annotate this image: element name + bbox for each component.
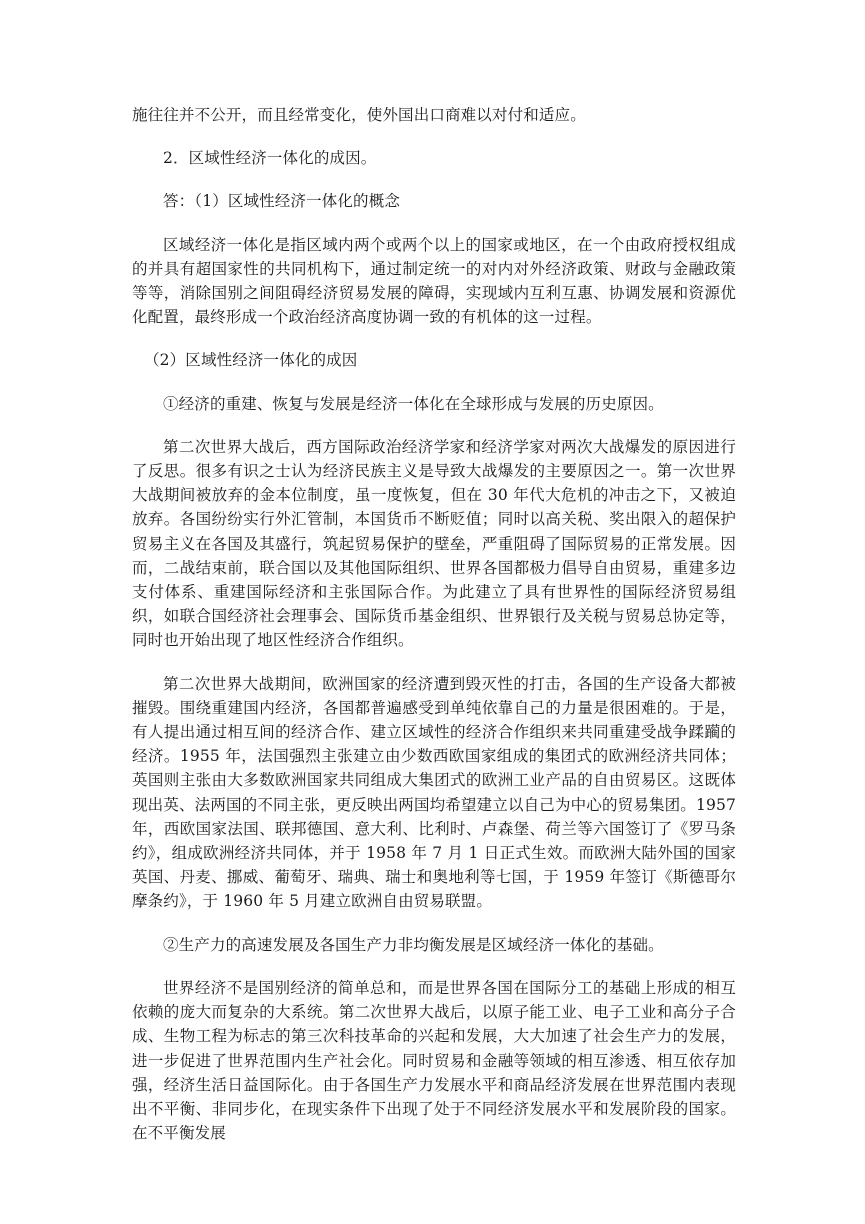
question-heading: 2．区域性经济一体化的成因。 bbox=[163, 149, 377, 168]
paragraph-definition: 区域经济一体化是指区域内两个或两个以上的国家或地区，在一个由政府授权组成的并具有超国家性的共同机构下，通过制定统一的对内对外经济政策、财政与金融政策等等，消除国别之间阻碍经济贸易发展的障碍，实现域内互利互惠、协调发展和资源优化配置，最终形成一个政治经济高度协调一致的有机体的这一过程。 bbox=[132, 235, 736, 327]
paragraph-europe-reconstruction: 第二次世界大战期间，欧洲国家的经济遭到毁灭性的打击，各国的生产设备大都被摧毁。围绕重建国内经济，各国都普遍感受到单纯依靠自己的力量是很困难的。于是，有人提出通过相互间的经济合作、建立区域性的经济合作组织来共同重建受战争蹂躏的经济。1955 年，法国强烈主张建立由少数西欧国家组成的集团式的欧洲经济共同体；英国则主张由大多数欧洲国家共同组成大集团式的欧洲工业产品的自由贸易区。这既体现出英、法两国的不同主张，更反映出两国均希望建立以自己为中心的贸易集团。1957 年，西欧国家法国、联邦德国、意大利、比利时、卢森堡、荷兰等六国签订了《罗马条约》，组成欧洲经济共同体，并于 1958 年 7 月 1 日正式生效。而欧洲大陆外国的国家英国、丹麦、挪威、葡萄牙、瑞典、瑞士和奥地利等七国，于 1959 年签订《斯德哥尔摩条约》，于 1960 年 5 月建立欧洲自由贸易联盟。 bbox=[132, 674, 736, 911]
answer-heading: 答：（1）区域性经济一体化的概念 bbox=[163, 192, 401, 211]
cause-heading-2: ②生产力的高速发展及各国生产力非均衡发展是区域经济一体化的基础。 bbox=[163, 935, 664, 954]
paragraph-postwar-reflection: 第二次世界大战后，西方国际政治经济学家和经济学家对两次大战爆发的原因进行了反思。很多有识之士认为经济民族主义是导致大战爆发的主要原因之一。第一次世界大战期间被放弃的金本位制度，虽一度恢复，但在 30 年代大危机的冲击之下，又被迫放弃。各国纷纷实行外汇管制，本国货币不断贬值；同时以高关税、奖出限入的超保护贸易主义在各国及其盛行，筑起贸易保护的壁垒，严重阻碍了国际贸易的正常发展。因而，二战结束前，联合国以及其他国际组织、世界各国都极力倡导自由贸易，重建多边支付体系、重建国际经济和主张国际合作。为此建立了具有世界性的国际经济贸易组织，如联合国经济社会理事会、国际货币基金组织、世界银行及关税与贸易总协定等，同时也开始出现了地区性经济合作组织。 bbox=[132, 437, 736, 650]
paragraph-productivity: 世界经济不是国别经济的简单总和，而是世界各国在国际分工的基础上形成的相互依赖的庞大而复杂的大系统。第二次世界大战后，以原子能工业、电子工业和高分子合成、生物工程为标志的第三次科技革命的兴起和发展，大大加速了社会生产力的发展，进一步促进了世界范围内生产社会化。同时贸易和金融等领域的相互渗透、相互依存加强，经济生活日益国际化。由于各国生产力发展水平和商品经济发展在世界范围内表现出不平衡、非同步化，在现实条件下出现了处于不同经济发展水平和发展阶段的国家。在不平衡发展 bbox=[132, 978, 736, 1143]
paragraph-continuation: 施往往并不公开，而且经常变化，使外国出口商难以对付和适应。 bbox=[132, 106, 586, 124]
cause-heading-1: ①经济的重建、恢复与发展是经济一体化在全球形成与发展的历史原因。 bbox=[163, 394, 664, 413]
section-heading-causes: （2）区域性经济一体化的成因 bbox=[144, 351, 358, 370]
document-body bbox=[132, 103, 736, 1145]
